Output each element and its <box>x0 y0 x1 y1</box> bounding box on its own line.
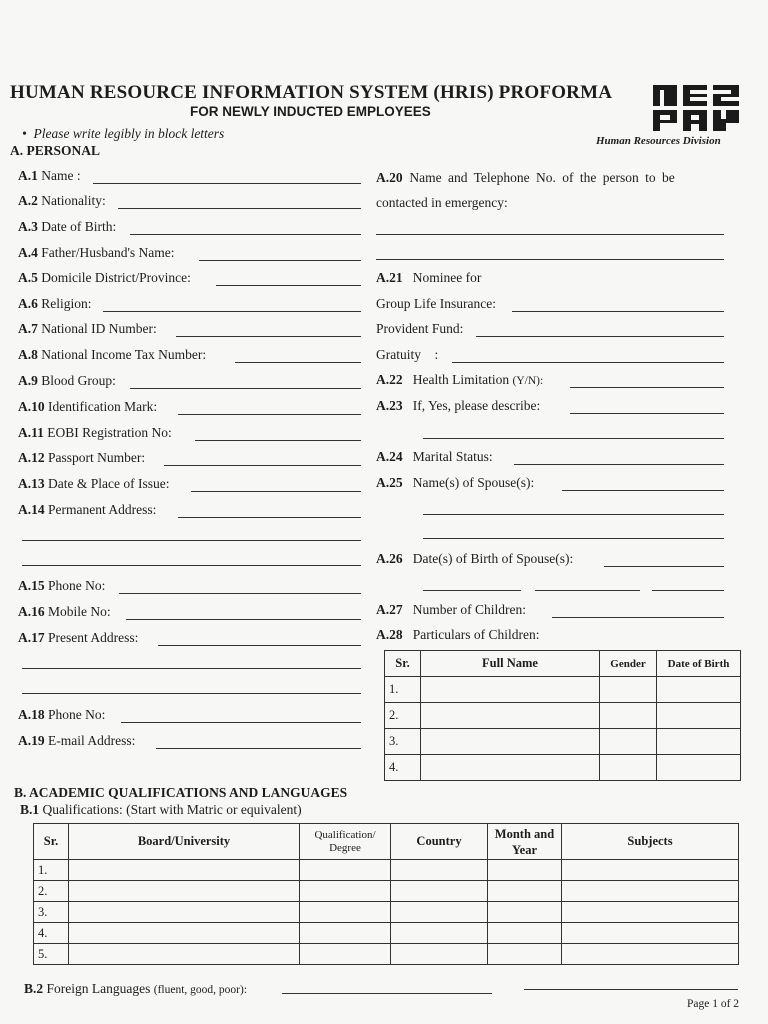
cell-full-name[interactable] <box>421 677 600 703</box>
cell-degree[interactable] <box>300 902 391 923</box>
field-label-a20-cont: contacted in emergency: <box>376 195 508 210</box>
table-row[interactable] <box>385 677 741 703</box>
cell-subjects[interactable] <box>562 860 739 881</box>
cell-dob[interactable] <box>657 729 741 755</box>
cell-degree[interactable] <box>300 923 391 944</box>
cell-month-year[interactable] <box>488 881 562 902</box>
cell-board[interactable] <box>69 902 300 923</box>
cell-board[interactable] <box>69 923 300 944</box>
field-label-a26: A.26 Date(s) of Birth of Spouse(s): <box>376 551 574 566</box>
row-number: 5. <box>34 944 69 965</box>
row-number: 3. <box>385 729 421 755</box>
cell-dob[interactable] <box>657 755 741 781</box>
table-row[interactable] <box>34 860 739 881</box>
input-line-emergency-contact-2[interactable] <box>376 259 724 260</box>
input-line-marital-status[interactable] <box>514 464 724 465</box>
instruction-note: • Please write legibly in block letters <box>22 126 225 141</box>
input-line-eobi[interactable] <box>195 440 361 441</box>
table-row[interactable] <box>385 755 741 781</box>
input-line-phone[interactable] <box>119 593 361 594</box>
field-label-group-life: Group Life Insurance: <box>376 296 496 311</box>
section-b-title: B. ACADEMIC QUALIFICATIONS AND LANGUAGES <box>14 785 348 800</box>
field-label-a11: A.11 EOBI Registration No: <box>18 425 172 440</box>
field-label-a6: A.6 Religion: <box>18 296 92 311</box>
cell-subjects[interactable] <box>562 923 739 944</box>
cell-country[interactable] <box>391 944 488 965</box>
field-label-a28: A.28 Particulars of Children: <box>376 627 540 642</box>
field-label-a9: A.9 Blood Group: <box>18 373 116 388</box>
input-line-issue-date-place[interactable] <box>191 491 361 492</box>
field-label-a22: A.22 Health Limitation (Y/N): <box>376 372 544 387</box>
cell-gender[interactable] <box>600 755 657 781</box>
input-line-passport[interactable] <box>164 465 361 466</box>
cell-board[interactable] <box>69 944 300 965</box>
input-line-present-address-3[interactable] <box>22 693 361 694</box>
table-row[interactable] <box>34 944 739 965</box>
input-line-emergency-contact[interactable] <box>376 234 724 235</box>
input-line-permanent-address[interactable] <box>178 517 361 518</box>
col-subjects: Subjects <box>562 824 739 860</box>
col-gender: Gender <box>600 651 657 677</box>
col-month-year: Month and Year <box>488 824 562 860</box>
row-number: 4. <box>34 923 69 944</box>
cell-dob[interactable] <box>657 677 741 703</box>
input-line-name[interactable] <box>93 183 361 184</box>
input-line-ntn[interactable] <box>235 362 361 363</box>
row-number: 4. <box>385 755 421 781</box>
field-label-a8: A.8 National Income Tax Number: <box>18 347 207 362</box>
table-row[interactable] <box>385 729 741 755</box>
cell-full-name[interactable] <box>421 729 600 755</box>
field-label-a20: A.20 Name and Telephone No. of the person to be <box>376 170 675 185</box>
cell-country[interactable] <box>391 923 488 944</box>
field-label-a13: A.13 Date & Place of Issue: <box>18 476 170 491</box>
field-label-gratuity: Gratuity : <box>376 347 439 362</box>
input-line-blood-group[interactable] <box>130 388 361 389</box>
col-sr: Sr. <box>385 651 421 677</box>
field-label-a19: A.19 E-mail Address: <box>18 733 136 748</box>
input-line-present-address[interactable] <box>158 645 361 646</box>
input-line-foreign-languages-2[interactable] <box>524 989 738 990</box>
input-line-national-id[interactable] <box>176 336 361 337</box>
input-line-spouse-name-3[interactable] <box>423 538 724 539</box>
cell-degree[interactable] <box>300 860 391 881</box>
input-line-identification-mark[interactable] <box>178 414 361 415</box>
field-label-a14: A.14 Permanent Address: <box>18 502 157 517</box>
row-number: 1. <box>34 860 69 881</box>
cell-board[interactable] <box>69 881 300 902</box>
field-label-a15: A.15 Phone No: <box>18 578 106 593</box>
input-line-religion[interactable] <box>103 311 361 312</box>
field-label-a25: A.25 Name(s) of Spouse(s): <box>376 475 535 490</box>
field-label-a3: A.3 Date of Birth: <box>18 219 117 234</box>
input-line-nationality[interactable] <box>118 208 361 209</box>
field-label-a16: A.16 Mobile No: <box>18 604 111 619</box>
qualifications-table-header <box>34 824 739 860</box>
cell-month-year[interactable] <box>488 860 562 881</box>
input-line-spouse-dob-3[interactable] <box>535 590 640 591</box>
cell-month-year[interactable] <box>488 944 562 965</box>
field-label-a17: A.17 Present Address: <box>18 630 139 645</box>
cell-country[interactable] <box>391 902 488 923</box>
input-line-spouse-dob-4[interactable] <box>652 590 724 591</box>
cell-gender[interactable] <box>600 677 657 703</box>
field-label-a1: A.1 Name : <box>18 168 81 183</box>
input-line-gratuity[interactable] <box>452 362 724 363</box>
qualifications-table <box>33 823 739 965</box>
cell-month-year[interactable] <box>488 923 562 944</box>
table-row[interactable] <box>34 881 739 902</box>
field-label-a2: A.2 Nationality: <box>18 193 106 208</box>
table-row[interactable] <box>34 923 739 944</box>
cell-degree[interactable] <box>300 944 391 965</box>
field-label-a4: A.4 Father/Husband's Name: <box>18 245 175 260</box>
input-line-phone-2[interactable] <box>121 722 361 723</box>
field-label-provident: Provident Fund: <box>376 321 464 336</box>
row-number: 1. <box>385 677 421 703</box>
row-number: 2. <box>385 703 421 729</box>
input-line-foreign-languages[interactable] <box>282 993 492 994</box>
col-qualification-degree: Qualification/ Degree <box>300 824 391 860</box>
bullet-icon: • <box>22 126 27 141</box>
table-row[interactable] <box>34 902 739 923</box>
field-label-a10: A.10 Identification Mark: <box>18 399 158 414</box>
row-number: 3. <box>34 902 69 923</box>
input-line-permanent-address-2[interactable] <box>22 540 361 541</box>
col-country: Country <box>391 824 488 860</box>
input-line-domicile[interactable] <box>216 285 361 286</box>
row-number: 2. <box>34 881 69 902</box>
cell-country[interactable] <box>391 881 488 902</box>
input-line-spouse-dob-2[interactable] <box>423 590 521 591</box>
input-line-present-address-2[interactable] <box>22 668 361 669</box>
col-board-university: Board/University <box>69 824 300 860</box>
field-label-a27: A.27 Number of Children: <box>376 602 526 617</box>
field-label-a23: A.23 If, Yes, please describe: <box>376 398 541 413</box>
cell-gender[interactable] <box>600 703 657 729</box>
input-line-health[interactable] <box>570 387 724 388</box>
division-label: Human Resources Division <box>596 135 721 147</box>
input-line-number-children[interactable] <box>552 617 724 618</box>
field-label-a7: A.7 National ID Number: <box>18 321 157 336</box>
section-a-title: A. PERSONAL <box>10 143 101 158</box>
input-line-mobile[interactable] <box>126 619 361 620</box>
cell-dob[interactable] <box>657 703 741 729</box>
cell-subjects[interactable] <box>562 881 739 902</box>
cell-board[interactable] <box>69 860 300 881</box>
field-label-a18: A.18 Phone No: <box>18 707 106 722</box>
input-line-spouse-name[interactable] <box>562 490 724 491</box>
col-full-name: Full Name <box>421 651 600 677</box>
input-line-father-name[interactable] <box>199 260 361 261</box>
field-label-a12: A.12 Passport Number: <box>18 450 146 465</box>
input-line-dob[interactable] <box>130 234 361 235</box>
input-line-permanent-address-3[interactable] <box>22 565 361 566</box>
table-row[interactable] <box>385 703 741 729</box>
cell-full-name[interactable] <box>421 755 600 781</box>
field-label-a24: A.24 Marital Status: <box>376 449 493 464</box>
children-table <box>384 650 741 781</box>
field-label-a5: A.5 Domicile District/Province: <box>18 270 191 285</box>
cell-degree[interactable] <box>300 881 391 902</box>
cell-month-year[interactable] <box>488 902 562 923</box>
cell-subjects[interactable] <box>562 902 739 923</box>
input-line-provident[interactable] <box>476 336 724 337</box>
children-table-header <box>385 651 741 677</box>
field-label-a21: A.21 Nominee for <box>376 270 482 285</box>
input-line-spouse-name-2[interactable] <box>423 514 724 515</box>
cell-full-name[interactable] <box>421 703 600 729</box>
field-label-b1: B.1 Qualifications: (Start with Matric or equivalent) <box>20 802 302 817</box>
col-sr: Sr. <box>34 824 69 860</box>
input-line-email[interactable] <box>156 748 361 749</box>
field-label-b2: B.2 Foreign Languages (fluent, good, poor): <box>24 981 248 996</box>
page-subtitle: FOR NEWLY INDUCTED EMPLOYEES <box>190 104 431 119</box>
input-line-health-describe[interactable] <box>570 413 724 414</box>
cell-gender[interactable] <box>600 729 657 755</box>
cell-subjects[interactable] <box>562 944 739 965</box>
page-number: Page 1 of 2 <box>687 998 740 1010</box>
page-title: HUMAN RESOURCE INFORMATION SYSTEM (HRIS) PROFORMA <box>10 82 613 103</box>
input-line-spouse-dob[interactable] <box>604 566 724 567</box>
cell-country[interactable] <box>391 860 488 881</box>
col-date-of-birth: Date of Birth <box>657 651 741 677</box>
input-line-group-life[interactable] <box>512 311 724 312</box>
nespak-logo <box>651 82 745 134</box>
input-line-health-describe-2[interactable] <box>423 438 724 439</box>
